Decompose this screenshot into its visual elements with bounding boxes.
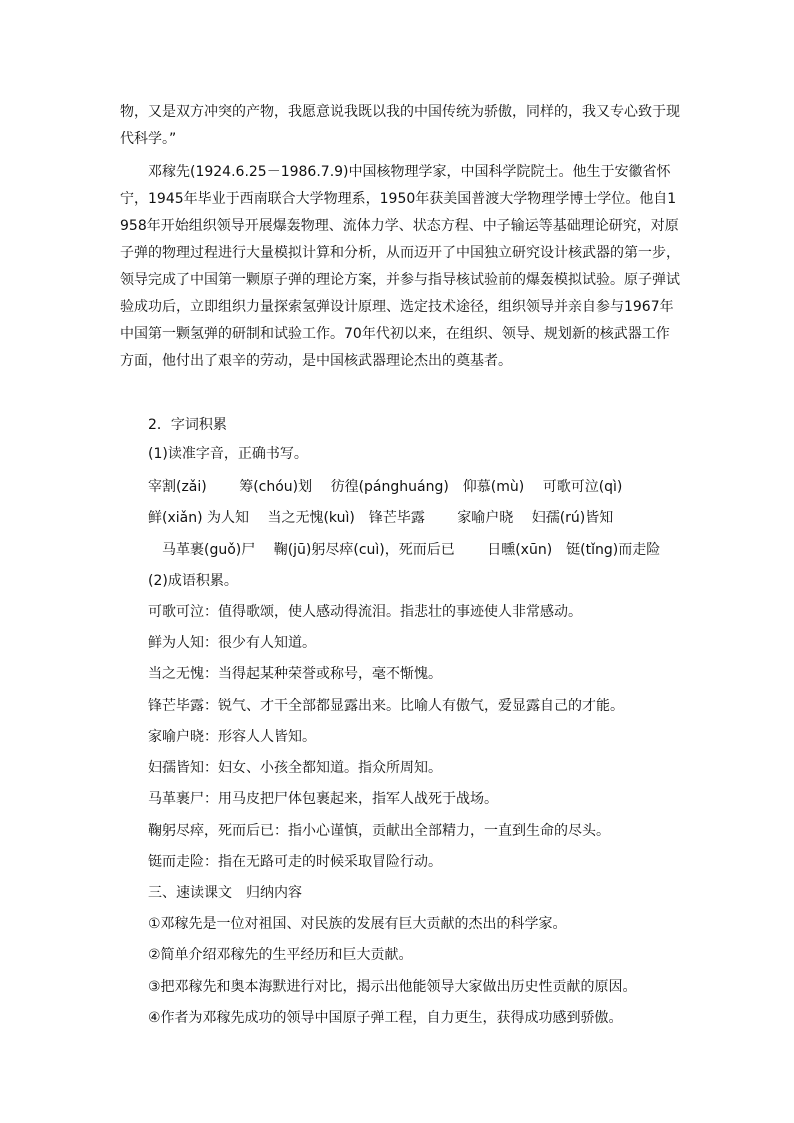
subsection-2-title: (2)成语积累。 bbox=[148, 573, 238, 589]
summary-item: ④作者为邓稼先成功的领导中国原子弹工程，自力更生，获得成功感到骄傲。 bbox=[148, 1010, 623, 1026]
idiom-item: 鞠躬尽瘁，死而后已：指小心谨慎，贡献出全部精力，一直到生命的尽头。 bbox=[148, 823, 610, 839]
idiom-item: 家喻户晓：形容人人皆知。 bbox=[148, 729, 316, 745]
intro-tail-paragraph: 物，又是双方冲突的产物，我愿意说我既以我的中国传统为骄傲，同样的，我又专心致于现代科学。” bbox=[120, 104, 680, 147]
summary-item: ③把邓稼先和奥本海默进行对比，揭示出他能领导大家做出历史性贡献的原因。 bbox=[148, 979, 637, 995]
idiom-item: 鲜为人知：很少有人知道。 bbox=[148, 635, 316, 651]
idiom-item: 妇孺皆知：妇女、小孩全都知道。指众所周知。 bbox=[148, 760, 442, 776]
idiom-item: 锋芒毕露：锐气、才干全部都显露出来。比喻人有傲气，爱显露自己的才能。 bbox=[148, 698, 624, 714]
idiom-item: 马革裹尸：用马皮把尸体包裹起来，指军人战死于战场。 bbox=[148, 791, 498, 807]
biography-paragraph: 邓稼先(1924.6.25－1986.7.9)中国核物理学家，中国科学院院士。他生于安徽省怀宁，1945年毕业于西南联合大学物理系，1950年获美国普渡大学物理学博士学位。他自1958年开始组织领导开展爆轰物理、流体力学、状态方程、中子输运等基础理论研究，对原子弹的物理过程进行大量模拟计算和分析，从而迈开了中国独立研究设计核武器的第一步，领导完成了中国第一颗原子弹的理论方案，并参与指导核试验前的爆轰模拟试验。原子弹试验成功后，立即组织力量探索氢弹设计原理、选定技术途径，组织领导并亲自参与1967年中国第一颗氢弹的研制和试验工作。70年代初以来，在组织、领导、规划新的核武器工作方面，他付出了艰辛的劳动，是中国核武器理论杰出的奠基者。 bbox=[120, 164, 680, 369]
idiom-item: 铤而走险：指在无路可走的时候采取冒险行动。 bbox=[148, 854, 442, 870]
section-3-title: 三、速读课文 归纳内容 bbox=[148, 885, 302, 901]
summary-item: ②简单介绍邓稼先的生平经历和巨大贡献。 bbox=[148, 947, 413, 963]
idiom-item: 可歌可泣：值得歌颂，使人感动得流泪。指悲壮的事迹使人非常感动。 bbox=[148, 604, 582, 620]
summary-item: ①邓稼先是一位对祖国、对民族的发展有巨大贡献的杰出的科学家。 bbox=[148, 916, 567, 932]
pronunciation-line-1: 宰割(zǎi) 筹(chóu)划 彷徨(pánghuáng) 仰慕(mù) 可歌可泣(qì) bbox=[148, 479, 623, 495]
section-2-title: 2．字词积累 bbox=[148, 417, 227, 433]
subsection-1-title: (1)读准字音，正确书写。 bbox=[148, 446, 308, 462]
pronunciation-line-2: 鲜(xiǎn) 为人知 当之无愧(kuì) 锋芒毕露 家喻户晓 妇孺(rú)皆知 bbox=[148, 510, 614, 526]
pronunciation-line-3: 马革裹(guǒ)尸 鞠(jū)躬尽瘁(cuì)，死而后已 日曛(xūn) 铤(tǐng)而走险 bbox=[162, 542, 661, 558]
idiom-item: 当之无愧：当得起某种荣誉或称号，毫不惭愧。 bbox=[148, 666, 442, 682]
